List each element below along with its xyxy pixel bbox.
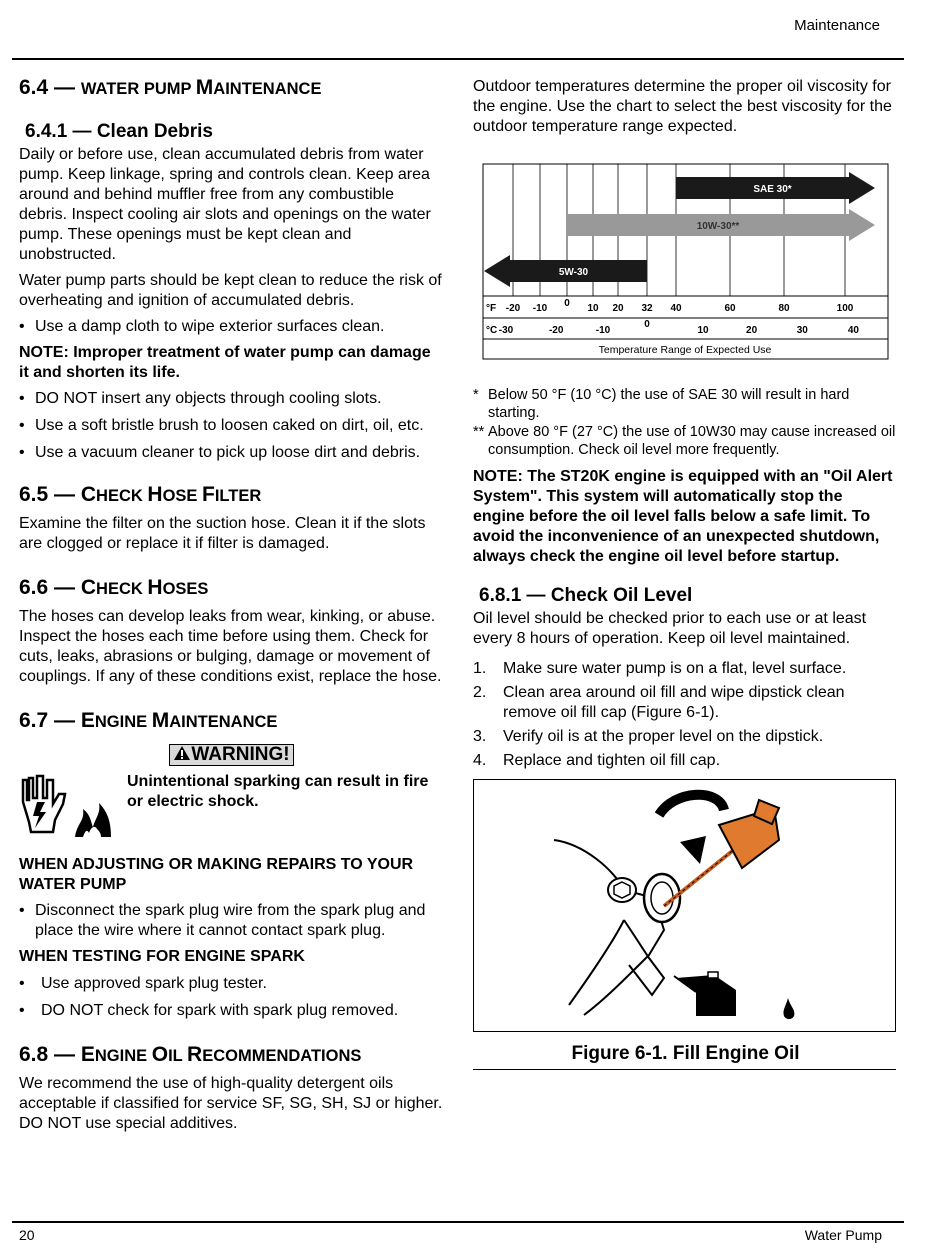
fire-icon [73, 799, 113, 839]
bullet-item: • Use a soft bristle brush to loosen caked on dirt, oil, etc. [19, 417, 424, 434]
paragraph: Oil level should be checked prior to each use or at least every 8 hours of operation. Keep oil level maintained. [473, 610, 867, 647]
bullet-item: • Disconnect the spark plug wire from the spark plug and place the wire where it cannot contact spark plug. [19, 902, 426, 939]
figure-caption: Figure 6-1. Fill Engine Oil [571, 1043, 800, 1064]
subheading-repairs: WHEN ADJUSTING OR MAKING REPAIRS TO YOUR WATER PUMP [19, 856, 414, 893]
c-tick-label: -30 [498, 325, 514, 336]
footer-title: Water Pump [804, 1227, 882, 1243]
warning-label: WARNING! [169, 744, 293, 766]
heading-6-4: 6.4 — WATER PUMP MAINTENANCE [19, 76, 322, 99]
viscosity-bar-label: SAE 30* [753, 184, 792, 195]
c-tick-label: 10 [697, 325, 709, 336]
page-number: 20 [19, 1227, 35, 1243]
f-tick-label: -10 [532, 303, 548, 314]
footer-rule [12, 1221, 904, 1223]
f-tick-label: 60 [724, 303, 736, 314]
list-item: 1. Make sure water pump is on a flat, level surface. [473, 660, 847, 677]
heading-6-6: 6.6 — CHECK HOSES [19, 576, 209, 599]
viscosity-chart [482, 163, 889, 360]
warning-row [19, 772, 444, 839]
chart-xlabel: Temperature Range of Expected Use [598, 344, 772, 356]
c-tick-label: 40 [847, 325, 859, 336]
paragraph: Daily or before use, clean accumulated debris from water pump. Keep linkage, spring and controls clean. Keep area around and behind muffler free from any combustible debris. Inspect cooling air slots and openings on the water pump. These openings must be kept clean and unobstructed. [19, 146, 431, 263]
c-tick-label: 20 [746, 325, 758, 336]
f-tick-label: 80 [778, 303, 790, 314]
f-tick-label: -20 [505, 303, 521, 314]
list-item: 2. Clean area around oil fill and wipe dipstick clean remove oil fill cap (Figure 6-1). [473, 684, 845, 721]
paragraph: Water pump parts should be kept clean to reduce the risk of overheating and ignition of accumulated debris. [19, 272, 442, 309]
f-tick-label: 0 [564, 298, 570, 309]
figure-rule [473, 1069, 896, 1070]
bullet-item: • Use a vacuum cleaner to pick up loose dirt and debris. [19, 444, 421, 461]
viscosity-bar-label: 5W-30 [558, 267, 589, 278]
footnote-1: * Below 50 °F (10 °C) the use of SAE 30 will result in hard starting. [473, 387, 850, 421]
bullet-item: • DO NOT check for spark with spark plug removed. [19, 1002, 399, 1019]
bullet-item: • Use a damp cloth to wipe exterior surfaces clean. [19, 318, 385, 335]
c-tick-label: 30 [796, 325, 808, 336]
c-tick-label: 0 [644, 319, 650, 330]
note-oil-alert: NOTE: The ST20K engine is equipped with an "Oil Alert System". This system will automatically stop the engine before the oil level falls below a safe limit. To avoid the inconvenience of an unexpected shutdown, always check the engine oil level before startup. [473, 468, 893, 565]
f-tick-label: 10 [587, 303, 599, 314]
note: NOTE: Improper treatment of water pump can damage it and shorten its life. [19, 344, 431, 381]
running-header: Maintenance [794, 17, 880, 34]
heading-6-4-1: 6.4.1 — Clean Debris [25, 121, 213, 142]
heading-6-7: 6.7 — ENGINE MAINTENANCE [19, 709, 278, 732]
heading-6-8: 6.8 — ENGINE OIL RECOMMENDATIONS [19, 1043, 362, 1066]
footnote-2: ** Above 80 °F (27 °C) the use of 10W30 may cause increased oil consumption. Check oil level more frequently. [473, 424, 896, 458]
warning-text: Unintentional sparking can result in fire or electric shock. [127, 773, 429, 810]
subheading-spark: WHEN TESTING FOR ENGINE SPARK [19, 948, 305, 965]
f-unit-label: °F [486, 303, 497, 314]
paragraph: We recommend the use of high-quality detergent oils acceptable if classified for service SF, SG, SH, SJ or higher. DO NOT use special additives. [19, 1075, 443, 1132]
f-tick-label: 20 [612, 303, 624, 314]
warning-triangle-icon [173, 745, 191, 761]
bullet-item: • Use approved spark plug tester. [19, 975, 267, 992]
oil-fill-illustration [474, 780, 895, 1031]
left-column [19, 74, 444, 1134]
f-tick-label: 100 [836, 303, 854, 314]
c-tick-label: -10 [595, 325, 611, 336]
warning-banner [19, 744, 444, 766]
right-column [473, 77, 898, 1070]
paragraph: Examine the filter on the suction hose. Clean it if the slots are clogged or replace it if filter is damaged. [19, 515, 426, 552]
list-item: 3. Verify oil is at the proper level on the dipstick. [473, 728, 824, 745]
viscosity-chart-svg [482, 163, 889, 360]
c-tick-label: -20 [548, 325, 564, 336]
f-tick-label: 40 [670, 303, 682, 314]
f-tick-label: 32 [641, 303, 653, 314]
figure-fill-engine-oil [473, 779, 896, 1032]
c-unit-label: °C [486, 325, 498, 336]
electric-shock-hand-icon [19, 772, 69, 834]
heading-6-5: 6.5 — CHECK HOSE FILTER [19, 483, 262, 506]
list-item: 4. Replace and tighten oil fill cap. [473, 752, 721, 769]
paragraph: The hoses can develop leaks from wear, kinking, or abuse. Inspect the hoses each time before using them. Check for cuts, leaks, abrasions or bulging, damage or movement of couplings. If any of these conditions exist, replace the hose. [19, 608, 442, 685]
warning-icons [19, 772, 127, 839]
bullet-item: • DO NOT insert any objects through cooling slots. [19, 390, 382, 407]
heading-6-8-1: 6.8.1 — Check Oil Level [479, 585, 693, 606]
viscosity-bar-label: 10W-30** [696, 221, 740, 232]
paragraph: Outdoor temperatures determine the proper oil viscosity for the engine. Use the chart to select the best viscosity for the outdoor temperature range expected. [473, 78, 892, 135]
header-rule [12, 58, 904, 60]
